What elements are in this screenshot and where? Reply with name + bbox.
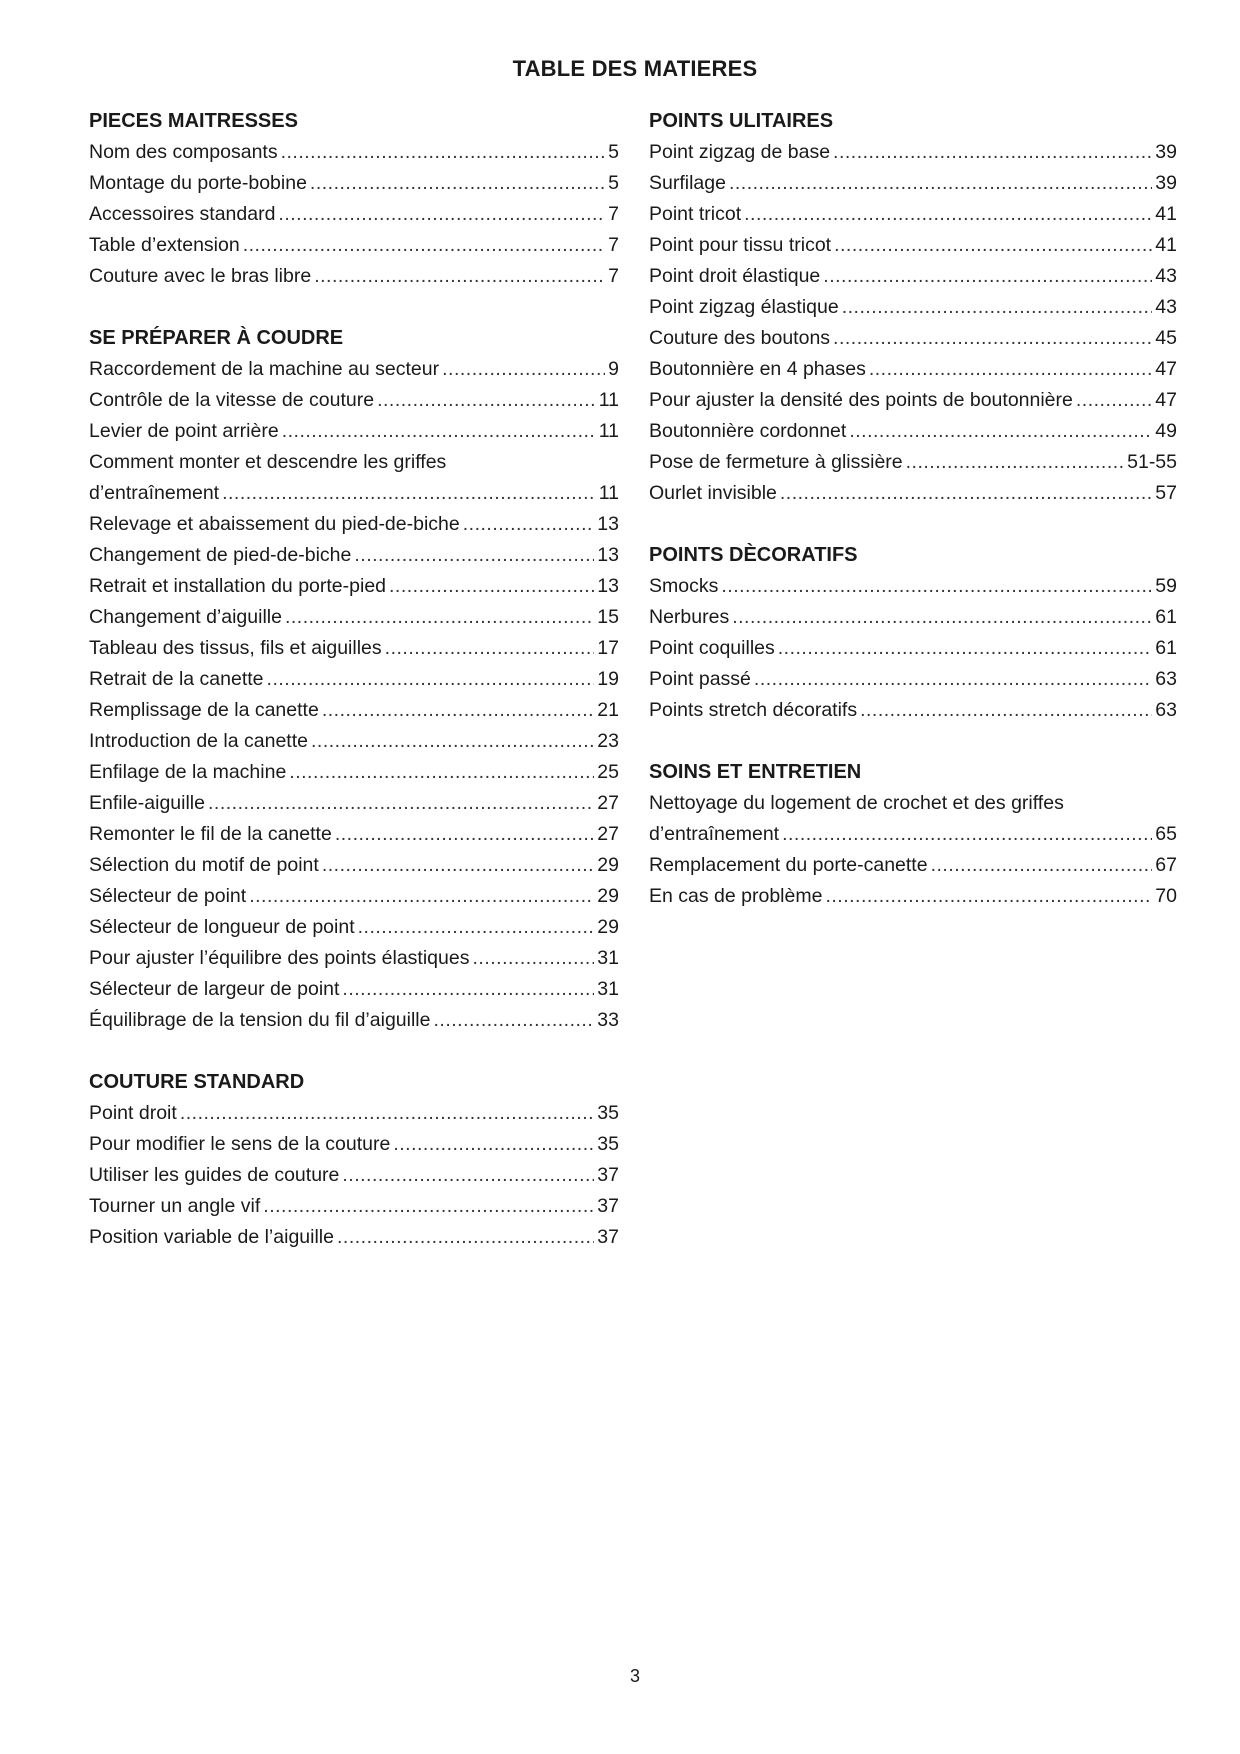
dot-leader (744, 199, 1152, 230)
dot-leader (433, 1005, 594, 1036)
dot-leader (393, 1129, 594, 1160)
toc-entry-page: 61 (1155, 606, 1177, 628)
toc-entry-label: Changement d’aiguille (89, 606, 282, 628)
toc-entry-label: Retrait de la canette (89, 668, 264, 690)
toc-entry (649, 447, 1177, 478)
dot-leader (222, 478, 596, 509)
page-number: 3 (629, 1666, 640, 1686)
toc-entry-label: Point coquilles (649, 637, 775, 659)
toc-entry-label: En cas de problème (649, 885, 823, 907)
toc-entry (649, 168, 1177, 199)
toc-section (649, 106, 1177, 509)
toc-entry-page: 67 (1155, 854, 1177, 876)
toc-entry-label: Enfilage de la machine (89, 761, 287, 783)
toc-entry-label: Tourner un angle vif (89, 1195, 261, 1217)
dot-leader (208, 788, 594, 819)
dot-leader (834, 230, 1152, 261)
toc-entry-page: 63 (1155, 699, 1177, 721)
toc-entry-page: 29 (597, 854, 619, 876)
toc-entry (89, 509, 619, 540)
dot-leader (278, 199, 605, 230)
toc-entry-page: 11 (598, 482, 619, 504)
toc-entry-page: 37 (597, 1195, 619, 1217)
dot-leader (389, 571, 594, 602)
toc-entry-page: 13 (597, 544, 619, 566)
toc-entry-label: Sélecteur de largeur de point (89, 978, 340, 1000)
toc-entry-page: 39 (1155, 172, 1177, 194)
dot-leader (823, 261, 1152, 292)
dot-leader (281, 137, 606, 168)
toc-entry (89, 602, 619, 633)
toc-entry (89, 1191, 619, 1222)
toc-entry-label: Remonter le fil de la canette (89, 823, 332, 845)
toc-entry-page: 51-55 (1127, 451, 1177, 473)
toc-entry-page: 13 (597, 575, 619, 597)
dot-leader (263, 1191, 594, 1222)
toc-entry (89, 1098, 619, 1129)
toc-entry-label: Couture des boutons (649, 327, 831, 349)
toc-entry (649, 354, 1177, 385)
toc-entry-label: Point droit (89, 1102, 177, 1124)
dot-leader (780, 478, 1152, 509)
toc-entry (649, 385, 1177, 416)
toc-entry (89, 726, 619, 757)
section-title: SE PRÉPARER À COUDRE (89, 327, 344, 349)
toc-entry-page: 27 (597, 823, 619, 845)
dot-leader (842, 292, 1153, 323)
toc-entry (649, 602, 1177, 633)
dot-leader (310, 168, 605, 199)
toc-entry-page: 35 (597, 1133, 619, 1155)
dot-leader (729, 168, 1152, 199)
toc-entry-label: Remplacement du porte-canette (649, 854, 928, 876)
dot-leader (285, 602, 594, 633)
toc-entry-page: 37 (597, 1226, 619, 1248)
toc-entry-label: Points stretch décoratifs (649, 699, 858, 721)
toc-entry-page: 63 (1155, 668, 1177, 690)
toc-entry-page: 7 (608, 265, 619, 287)
dot-leader (778, 633, 1153, 664)
toc-entry-label: Boutonnière cordonnet (649, 420, 847, 442)
dot-leader (342, 974, 594, 1005)
toc-entry-label: Introduction de la canette (89, 730, 308, 752)
toc-entry-label: Pour ajuster l’équilibre des points élastiques (89, 947, 470, 969)
toc-entry-page: 65 (1155, 823, 1177, 845)
dot-leader (282, 416, 596, 447)
dot-leader (472, 943, 594, 974)
toc-entry-page: 11 (598, 420, 619, 442)
toc-entry (89, 230, 619, 261)
dot-leader (180, 1098, 594, 1129)
toc-entry (89, 571, 619, 602)
toc-entry (649, 478, 1177, 509)
toc-entry-page: 29 (597, 885, 619, 907)
toc-entry-page: 23 (597, 730, 619, 752)
toc-entry-label: Raccordement de la machine au secteur (89, 358, 440, 380)
toc-entry-label: d’entraînement (649, 823, 780, 845)
dot-leader (249, 881, 594, 912)
toc-entry-label: Pour ajuster la densité des points de boutonnière (649, 389, 1073, 411)
toc-entry (649, 261, 1177, 292)
toc-entry-page: 43 (1155, 265, 1177, 287)
toc-entry-label: Sélection du motif de point (89, 854, 319, 876)
dot-leader (311, 726, 594, 757)
dot-leader (1076, 385, 1152, 416)
toc-entry-label: Équilibrage de la tension du fil d’aiguille (89, 1009, 431, 1031)
toc-entry-page: 33 (597, 1009, 619, 1031)
toc-entry (89, 1160, 619, 1191)
toc-entry-page: 31 (597, 978, 619, 1000)
toc-entry (649, 881, 1177, 912)
toc-entry (649, 664, 1177, 695)
toc-entry-label: Remplissage de la canette (89, 699, 319, 721)
toc-entry-page: 41 (1155, 203, 1177, 225)
toc-entry-label: Sélecteur de point (89, 885, 247, 907)
toc-entry-label: Point pour tissu tricot (649, 234, 832, 256)
dot-leader (849, 416, 1152, 447)
toc-entry-label: Nerbures (649, 606, 730, 628)
dot-leader (322, 850, 594, 881)
toc-entry (89, 1129, 619, 1160)
toc-entry (89, 757, 619, 788)
toc-entry-label: Smocks (649, 575, 719, 597)
dot-leader (732, 602, 1152, 633)
toc-entry (89, 695, 619, 726)
toc-entry (649, 292, 1177, 323)
dot-leader (906, 447, 1125, 478)
toc-section (89, 1067, 619, 1253)
section-title: COUTURE STANDARD (89, 1071, 305, 1093)
page-title: TABLE DES MATIERES (512, 56, 758, 81)
toc-entry-page: 5 (608, 172, 619, 194)
dot-leader (721, 571, 1152, 602)
toc-entry (649, 416, 1177, 447)
dot-leader (243, 230, 605, 261)
dot-leader (314, 261, 605, 292)
toc-entry (649, 819, 1177, 850)
dot-leader (354, 540, 594, 571)
toc-entry-label: Point droit élastique (649, 265, 821, 287)
toc-section (89, 106, 619, 292)
dot-leader (869, 354, 1152, 385)
toc-entry-page: 31 (597, 947, 619, 969)
dot-leader (860, 695, 1152, 726)
toc-entry (89, 199, 619, 230)
toc-entry (649, 633, 1177, 664)
dot-leader (442, 354, 605, 385)
dot-leader (289, 757, 594, 788)
toc-entry (89, 416, 619, 447)
toc-entry-page: 57 (1155, 482, 1177, 504)
dot-leader (463, 509, 595, 540)
section-title: POINTS DÈCORATIFS (649, 544, 858, 566)
toc-entry-page: 5 (608, 141, 619, 163)
toc-entry (89, 540, 619, 571)
toc-section (649, 540, 1177, 726)
toc-entry-label: Position variable de l’aiguille (89, 1226, 334, 1248)
dot-leader (322, 695, 594, 726)
dot-leader (377, 385, 596, 416)
toc-entry-label: Tableau des tissus, fils et aiguilles (89, 637, 382, 659)
toc-entry-page: 13 (597, 513, 619, 535)
toc-entry-label: Contrôle de la vitesse de couture (89, 389, 375, 411)
toc-entry-page: 39 (1155, 141, 1177, 163)
toc-entry-page: 45 (1155, 327, 1177, 349)
toc-entry (89, 819, 619, 850)
toc-entry (89, 385, 619, 416)
toc-section (649, 757, 1177, 912)
toc-entry (89, 943, 619, 974)
toc-entry-page: 21 (597, 699, 619, 721)
toc-entry-page: 47 (1155, 389, 1177, 411)
toc-entry-page: 7 (608, 234, 619, 256)
toc-entry (89, 912, 619, 943)
toc-entry-label: Table d’extension (89, 234, 240, 256)
toc-entry (89, 354, 619, 385)
toc-entry (89, 137, 619, 168)
toc-entry (89, 664, 619, 695)
toc-entry-label: Point zigzag élastique (649, 296, 839, 318)
toc-entry (89, 881, 619, 912)
toc-entry (649, 199, 1177, 230)
dot-leader (342, 1160, 594, 1191)
toc-entry-page: 43 (1155, 296, 1177, 318)
toc-entry-page: 70 (1155, 885, 1177, 907)
toc-entry-label: Boutonnière en 4 phases (649, 358, 866, 380)
dot-leader (825, 881, 1152, 912)
toc-entry (89, 261, 619, 292)
toc-entry-label: Relevage et abaissement du pied-de-biche (89, 513, 460, 535)
toc-entry-label: Enfile-aiguille (89, 792, 205, 814)
toc-entry (89, 478, 619, 509)
toc-entry-label: Accessoires standard (89, 203, 276, 225)
toc-entry-page: 35 (597, 1102, 619, 1124)
toc-entry-page: 11 (598, 389, 619, 411)
toc-entry-page: 29 (597, 916, 619, 938)
toc-entry (89, 1222, 619, 1253)
toc-entry (89, 850, 619, 881)
toc-entry-page: 59 (1155, 575, 1177, 597)
toc-entry-page: 27 (597, 792, 619, 814)
toc-entry-label: Nettoyage du logement de crochet et des griffes (649, 792, 1064, 814)
toc-entry (89, 974, 619, 1005)
toc-entry (649, 850, 1177, 881)
toc-entry-label: Comment monter et descendre les griffes (89, 451, 447, 473)
toc-entry (89, 447, 619, 478)
toc-entry-label: Ourlet invisible (649, 482, 777, 504)
toc-entry-label: Sélecteur de longueur de point (89, 916, 355, 938)
toc-entry-label: Nom des composants (89, 141, 278, 163)
section-title: SOINS ET ENTRETIEN (649, 761, 862, 783)
toc-entry-label: Point zigzag de base (649, 141, 831, 163)
toc-entry-page: 49 (1155, 420, 1177, 442)
toc-section (89, 323, 619, 1036)
dot-leader (358, 912, 595, 943)
toc-entry (89, 168, 619, 199)
toc-entry-label: Retrait et installation du porte-pied (89, 575, 387, 597)
toc-entry-page: 41 (1155, 234, 1177, 256)
toc-entry-label: Levier de point arrière (89, 420, 279, 442)
dot-leader (833, 137, 1152, 168)
toc-entry-page: 47 (1155, 358, 1177, 380)
toc-entry-page: 9 (608, 358, 619, 380)
toc-entry-page: 19 (597, 668, 619, 690)
toc-entry-page: 17 (597, 637, 619, 659)
toc-entry-label: Montage du porte-bobine (89, 172, 307, 194)
toc-entry (649, 695, 1177, 726)
dot-leader (754, 664, 1152, 695)
toc-entry-label: Point tricot (649, 203, 742, 225)
toc-entry (649, 323, 1177, 354)
toc-entry-label: Couture avec le bras libre (89, 265, 312, 287)
toc-entry-label: Pose de fermeture à glissière (649, 451, 903, 473)
toc-entry-label: Point passé (649, 668, 751, 690)
toc-entry-page: 25 (597, 761, 619, 783)
toc-entry-label: Changement de pied-de-biche (89, 544, 352, 566)
toc-entry (89, 633, 619, 664)
toc-entry-label: Utiliser les guides de couture (89, 1164, 340, 1186)
dot-leader (337, 1222, 594, 1253)
dot-leader (782, 819, 1152, 850)
toc-entry (649, 788, 1177, 819)
toc-entry-label: Pour modifier le sens de la couture (89, 1133, 391, 1155)
toc-entry-label: Surfilage (649, 172, 726, 194)
toc-entry-page: 37 (597, 1164, 619, 1186)
dot-leader (833, 323, 1152, 354)
toc-entry-page: 7 (608, 203, 619, 225)
dot-leader (335, 819, 594, 850)
toc-entry-label: d’entraînement (89, 482, 220, 504)
toc-entry-page: 15 (597, 606, 619, 628)
toc-entry (649, 137, 1177, 168)
dot-leader (931, 850, 1153, 881)
toc-entry-page: 61 (1155, 637, 1177, 659)
toc-entry (89, 788, 619, 819)
dot-leader (267, 664, 595, 695)
section-title: PIECES MAITRESSES (89, 110, 298, 132)
dot-leader (385, 633, 595, 664)
toc-entry (89, 1005, 619, 1036)
toc-left-column (89, 106, 619, 1284)
toc-right-column (649, 106, 1177, 943)
toc-entry (649, 571, 1177, 602)
section-title: POINTS ULITAIRES (649, 110, 834, 132)
toc-entry (649, 230, 1177, 261)
